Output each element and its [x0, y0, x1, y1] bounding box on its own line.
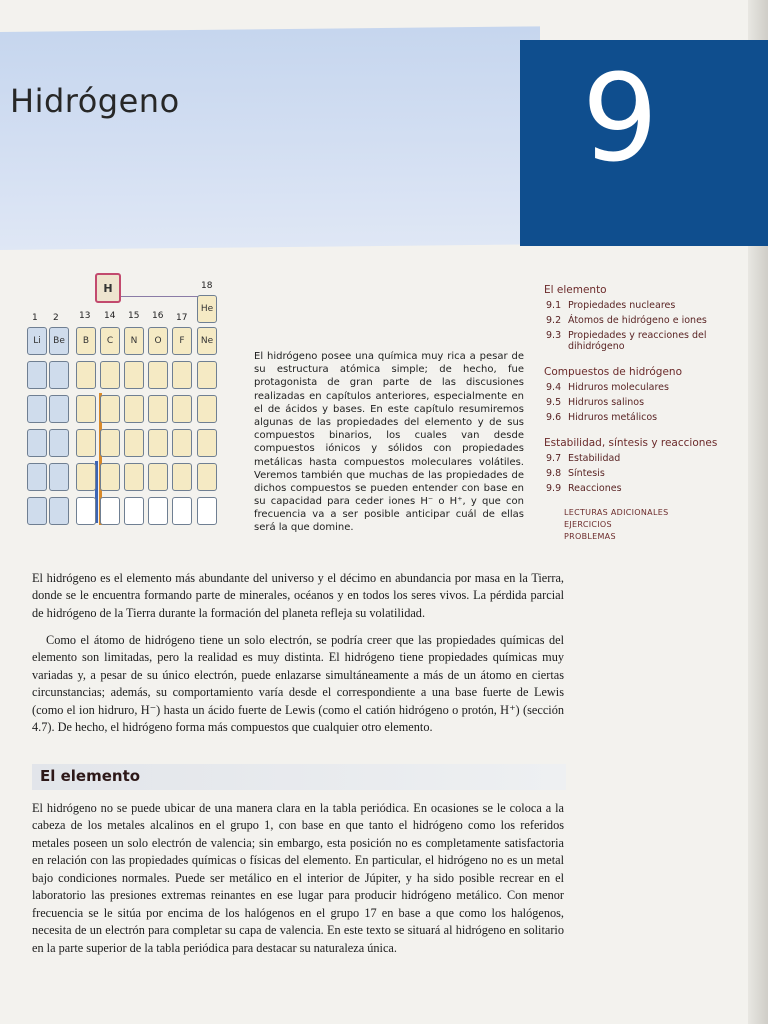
element-cell [76, 395, 96, 423]
element-c: C [100, 327, 120, 355]
group-label-13: 13 [79, 311, 91, 321]
element-cell [76, 429, 96, 457]
element-cell [172, 395, 192, 423]
element-be: Be [49, 327, 69, 355]
element-cell [100, 497, 120, 525]
element-cell [49, 395, 69, 423]
element-cell [148, 497, 168, 525]
toc-item [546, 315, 754, 326]
element-h: H [95, 273, 121, 303]
element-ne: Ne [197, 327, 217, 355]
group-label-18: 18 [201, 281, 213, 291]
chapter-contents [544, 284, 754, 541]
toc-section-title: El elemento [544, 284, 607, 296]
toc-section-title: Estabilidad, síntesis y reacciones [544, 437, 718, 449]
body-paragraph-2 [32, 632, 564, 737]
element-cell [76, 497, 96, 525]
element-cell [27, 361, 47, 389]
toc-item-label: Propiedades y reacciones del dihidrógeno [568, 330, 707, 352]
toc-item-label: Propiedades nucleares [568, 300, 676, 311]
element-cell [148, 429, 168, 457]
element-cell [197, 361, 217, 389]
element-cell [172, 497, 192, 525]
toc-item [546, 330, 754, 352]
toc-item-number: 9.9 [546, 483, 562, 494]
element-cell [148, 361, 168, 389]
toc-item-label: Átomos de hidrógeno e iones [568, 315, 707, 326]
toc-item [546, 412, 754, 423]
chapter-title: Hidrógeno [10, 82, 180, 120]
toc-item-label: Estabilidad [568, 453, 621, 464]
toc-item-number: 9.7 [546, 453, 562, 464]
group-label-16: 16 [152, 311, 164, 321]
element-cell [124, 395, 144, 423]
element-cell [49, 361, 69, 389]
element-li: Li [27, 327, 47, 355]
paragraph-text: El hidrógeno no se puede ubicar de una manera clara en la tabla periódica. En ocasiones se le coloca a la cabeza de los metales alcalinos en el grupo 1, con base en que tanto el hidrógeno como los referidos metales poseen un solo electrón de valencia; sin embargo, esta posición no es completamente satisfactoria en relación con las propiedades químicas o físicas del elemento. En particular, el hidrógeno no es un metal bajo condiciones normales. Puede ser metálico en el interior de Júpiter, y ha sido posible recrear en el laboratorio las presiones extremas reinantes en ese lugar para producir hidrógeno metálico. Con menor frecuencia se le sitúa por encima de los halógenos en el grupo 17 en base a que como los halógenos, necesita de un electrón para completar su capa de valencia. En este texto se situará al hidrógeno en solitario en la parte superior de la tabla periódica para destacar su naturaleza única. [32, 801, 564, 955]
group-label-15: 15 [128, 311, 140, 321]
element-cell [27, 463, 47, 491]
toc-extra-reading: LECTURAS ADICIONALES [564, 508, 669, 517]
toc-item-number: 9.6 [546, 412, 562, 423]
element-cell [197, 429, 217, 457]
element-cell [124, 361, 144, 389]
group-label-14: 14 [104, 311, 116, 321]
element-cell [124, 497, 144, 525]
element-cell [27, 429, 47, 457]
toc-item-label: Hidruros metálicos [568, 412, 658, 423]
toc-item [546, 453, 754, 464]
body-paragraph-1 [32, 570, 564, 622]
toc-item-label: Hidruros moleculares [568, 382, 669, 393]
element-cell [49, 497, 69, 525]
element-cell [100, 429, 120, 457]
toc-item [546, 483, 754, 494]
element-cell [197, 463, 217, 491]
element-cell [76, 463, 96, 491]
h-he-connector [121, 296, 208, 297]
chapter-intro: El hidrógeno posee una química muy rica a pesar de su estructura atómica simple; de hecho, fue protagonista de gran parte de las discusiones realizadas en capítulos anteriores, especialmente en el de ácidos y bases. En este capítulo resumiremos algunas de las propiedades del elemento y de sus compuestos binarios, los cuales van desde compuestos iónicos y sólidos con propiedades metálicas hasta compuestos moleculares volátiles. Veremos también que muchas de las propiedades de dichos compuestos se pueden entender con base en su capacidad para ceder iones H⁻ o H⁺, y que con frecuencia va a ser posible anticipar cuál de ellas será la que domine. [254, 351, 524, 534]
group-label-2: 2 [53, 313, 59, 323]
toc-item [546, 300, 754, 311]
element-cell [197, 497, 217, 525]
element-cell [49, 463, 69, 491]
chapter-number-block [520, 40, 768, 246]
toc-item-label: Síntesis [568, 468, 605, 479]
body-paragraph-3 [32, 800, 564, 957]
toc-item-number: 9.4 [546, 382, 562, 393]
paragraph-text: Como el átomo de hidrógeno tiene un solo electrón, se podría creer que las propiedades químicas del elemento son limitadas, pero la realidad es muy distinta. El hidrógeno tiene propiedades químicas muy variadas y, a pesar de su único electrón, puede enlazarse simultáneamente a más de un átomo en ciertas circunstancias; además, su comportamiento varía desde el correspondiente a una base fuerte de Lewis (como el ion hidruro, H⁻) hasta un ácido fuerte de Lewis (como el catión hidrógeno o protón, H⁺) (sección 4.7). De hecho, el hidrógeno forma más compuestos que cualquier otro elemento. [32, 633, 564, 735]
toc-item-number: 9.3 [546, 330, 562, 341]
group-label-1: 1 [32, 313, 38, 323]
element-cell [172, 361, 192, 389]
element-cell [100, 463, 120, 491]
chapter-number: 9 [581, 50, 659, 189]
toc-item-number: 9.2 [546, 315, 562, 326]
element-cell [148, 463, 168, 491]
toc-item-number: 9.1 [546, 300, 562, 311]
element-n: N [124, 327, 144, 355]
header-band [0, 26, 540, 250]
group-label-17: 17 [176, 313, 188, 323]
element-cell [172, 429, 192, 457]
section-heading: El elemento [40, 767, 141, 785]
element-cell [27, 395, 47, 423]
toc-item-number: 9.8 [546, 468, 562, 479]
toc-extra-problems: PROBLEMAS [564, 532, 616, 541]
element-cell [100, 395, 120, 423]
toc-extras [564, 508, 754, 541]
element-cell [49, 429, 69, 457]
toc-item-label: Reacciones [568, 483, 622, 494]
toc-extra-exercises: EJERCICIOS [564, 520, 612, 529]
element-cell [172, 463, 192, 491]
toc-section-title: Compuestos de hidrógeno [544, 366, 682, 378]
element-o: O [148, 327, 168, 355]
element-cell [27, 497, 47, 525]
toc-item-number: 9.5 [546, 397, 562, 408]
element-f: F [172, 327, 192, 355]
element-cell [100, 361, 120, 389]
toc-item-label: Hidruros salinos [568, 397, 645, 408]
toc-item [546, 382, 754, 393]
element-cell [148, 395, 168, 423]
element-cell [124, 429, 144, 457]
element-cell [124, 463, 144, 491]
toc-item [546, 397, 754, 408]
toc-item [546, 468, 754, 479]
element-b: B [76, 327, 96, 355]
element-he: He [197, 295, 217, 323]
periodic-table-figure [25, 265, 230, 535]
paragraph-text: El hidrógeno es el elemento más abundante del universo y el décimo en abundancia por masa en la Tierra, donde se le encuentra formando parte de minerales, océanos y en todos los seres vivos. La pérdida parcial de hidrógeno de la Tierra durante la formación del planeta refleja su volatilidad. [32, 571, 564, 620]
element-cell [76, 361, 96, 389]
element-cell [197, 395, 217, 423]
